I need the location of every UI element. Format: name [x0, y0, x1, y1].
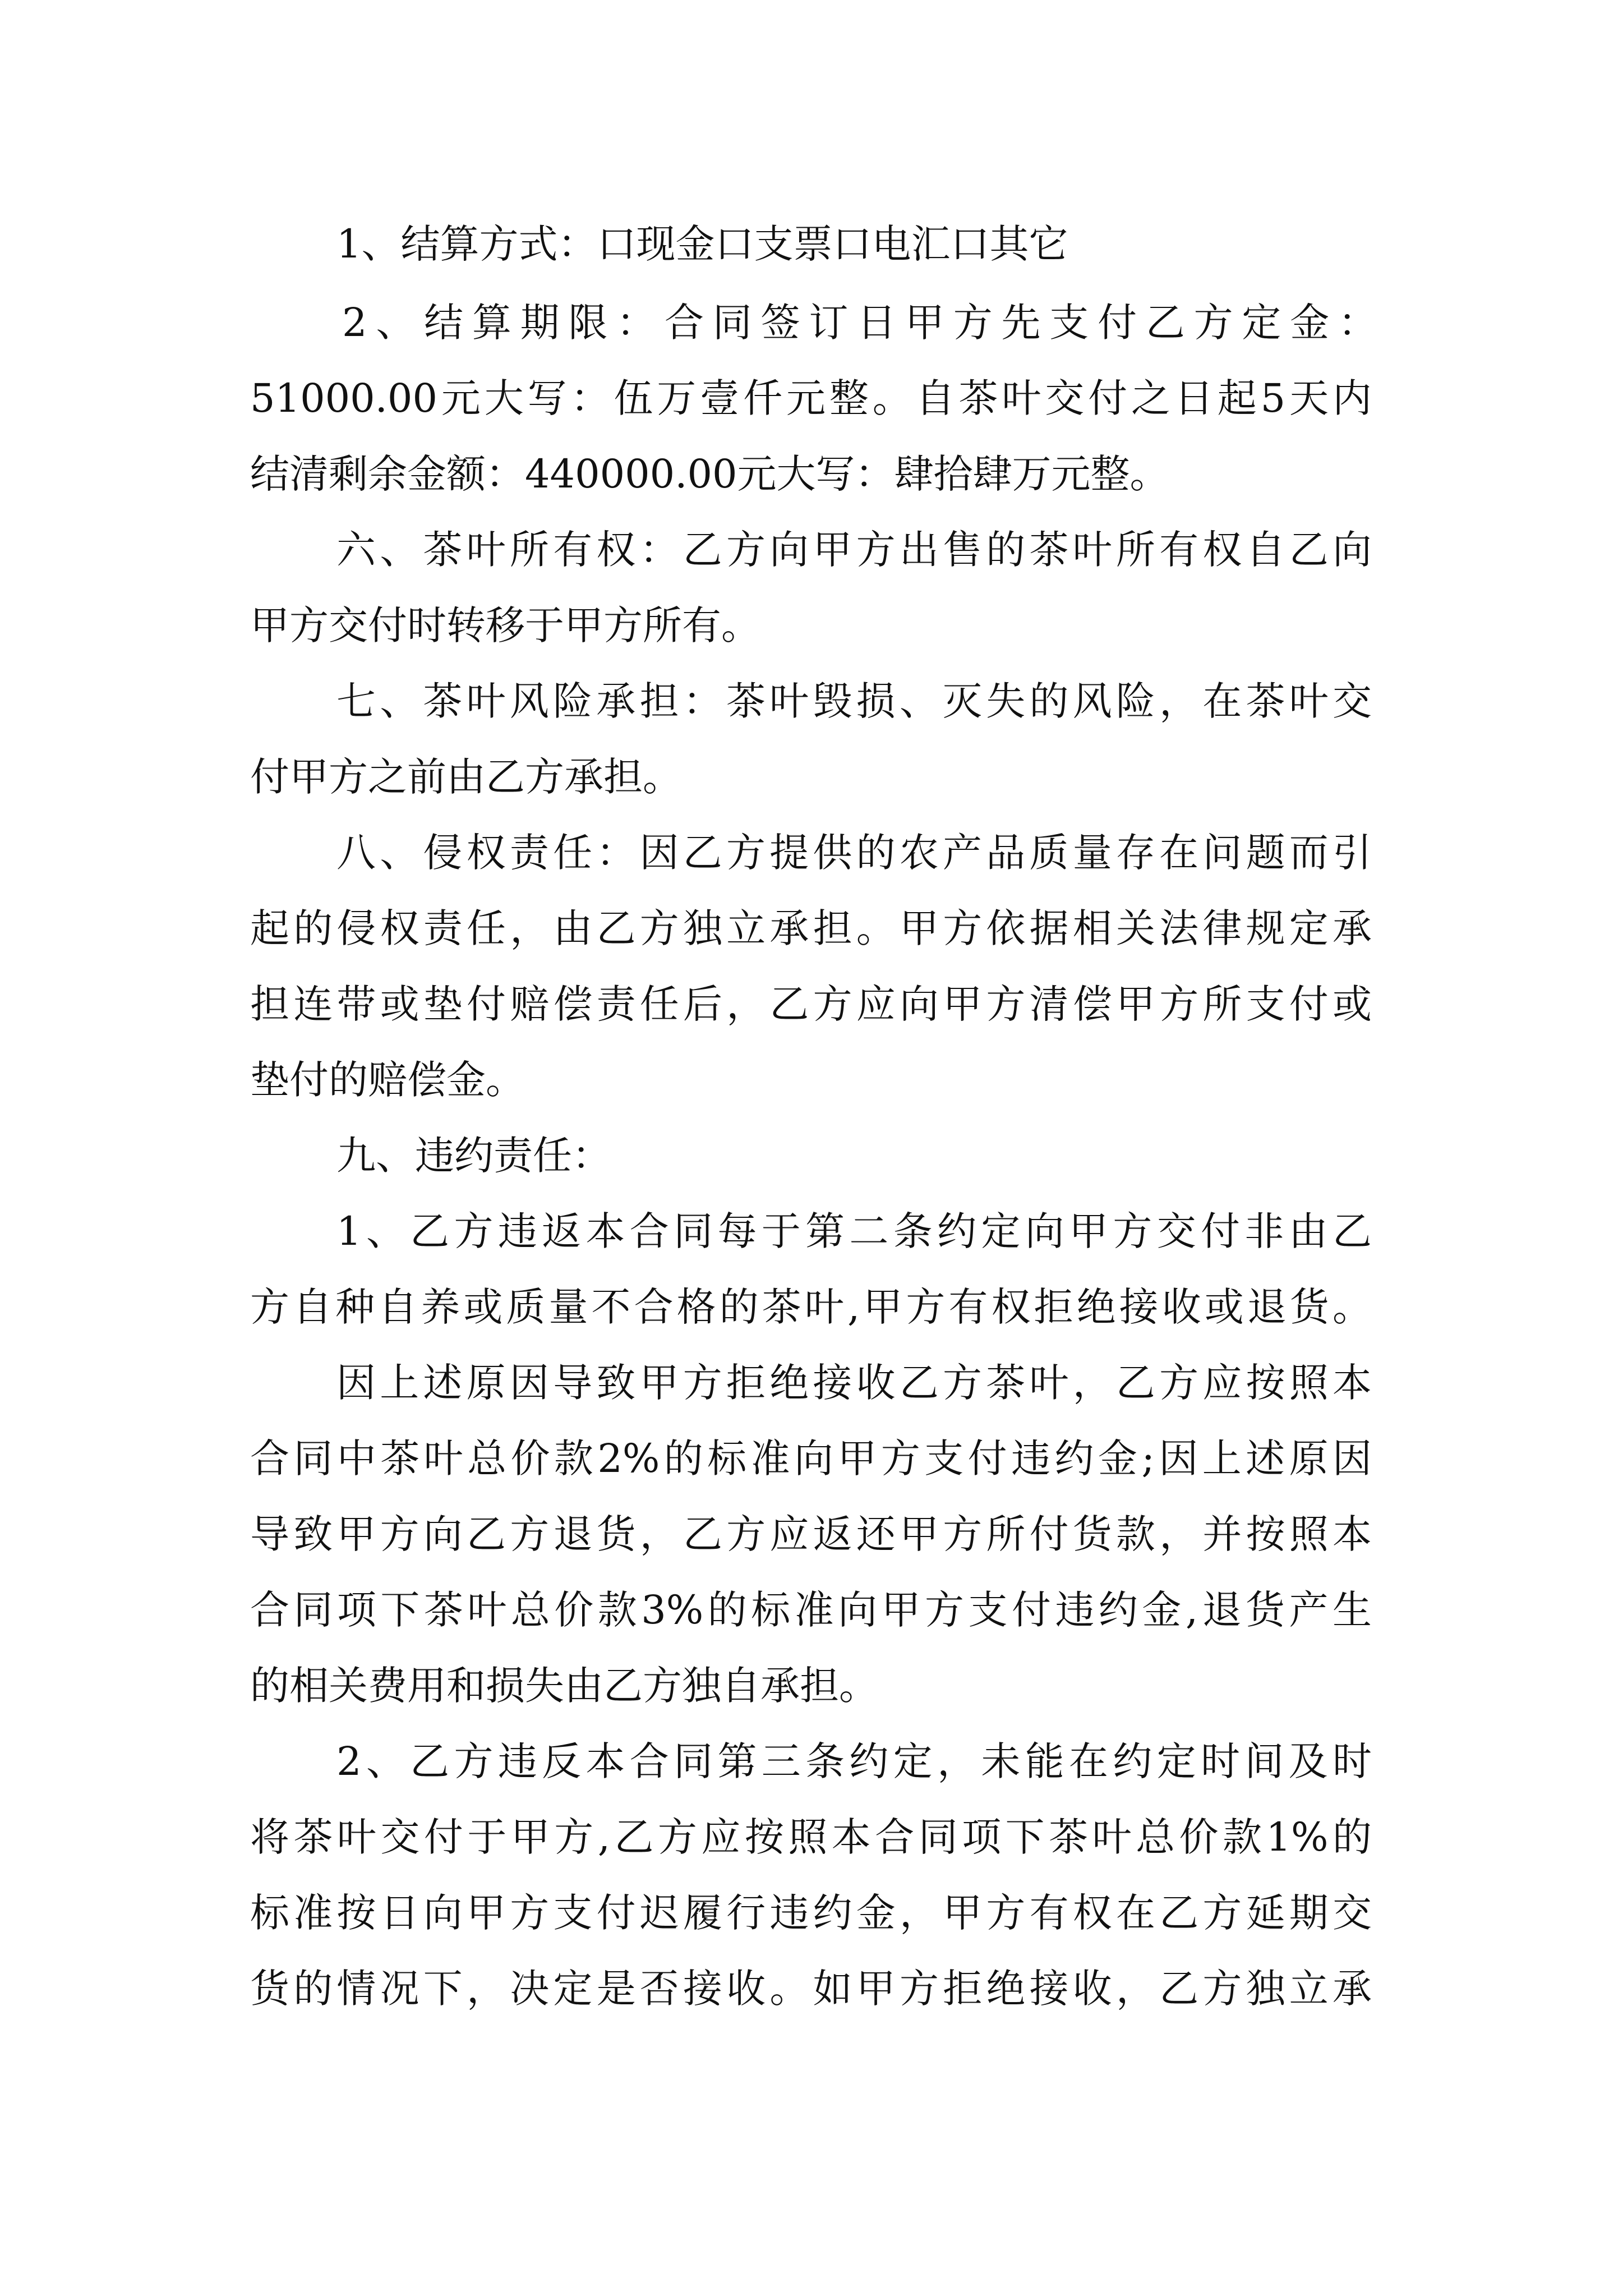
text-line: 2、结算期限：合同签订日甲方先支付乙方定金：: [342, 300, 1377, 346]
text-line: 货的情况下，决定是否接收。如甲方拒绝接收，乙方独立承: [250, 1966, 1372, 2012]
text-line: 七、茶叶风险承担：茶叶毁损、灭失的风险，在茶叶交: [336, 678, 1372, 724]
text-line: 垫付的赔偿金。: [250, 1057, 525, 1103]
text-line: 六、茶叶所有权：乙方向甲方出售的茶叶所有权自乙向: [336, 527, 1372, 573]
text-line: 合同中茶叶总价款2%的标准向甲方支付违约金;因上述原因: [250, 1435, 1372, 1481]
text-line: 八、侵权责任：因乙方提供的农产品质量存在问题而引: [336, 830, 1372, 876]
text-line: 2、乙方违反本合同第三条约定，未能在约定时间及时: [336, 1738, 1372, 1784]
text-line: 九、违约责任：: [336, 1133, 611, 1179]
text-line: 合同项下茶叶总价款3%的标准向甲方支付违约金,退货产生: [250, 1587, 1372, 1633]
text-line: 1、结算方式：口现金口支票口电汇口其它: [336, 221, 1068, 267]
text-line: 51000.00元大写：伍万壹仟元整。自茶叶交付之日起5天内: [250, 375, 1372, 421]
text-line: 导致甲方向乙方退货，乙方应返还甲方所付货款，并按照本: [250, 1511, 1372, 1557]
text-line: 标准按日向甲方支付迟履行违约金，甲方有权在乙方延期交: [250, 1890, 1372, 1936]
text-line: 甲方交付时转移于甲方所有。: [250, 602, 760, 648]
text-line: 将茶叶交付于甲方,乙方应按照本合同项下茶叶总价款1%的: [250, 1814, 1372, 1860]
text-line: 付甲方之前由乙方承担。: [250, 754, 682, 800]
text-line: 1、乙方违返本合同每于第二条约定向甲方交付非由乙: [336, 1208, 1372, 1254]
text-line: 方自种自养或质量不合格的茶叶,甲方有权拒绝接收或退货。: [250, 1284, 1372, 1330]
text-line: 结清剩余金额：440000.00元大写：肆拾肆万元整。: [250, 451, 1169, 497]
text-line: 的相关费用和损失由乙方独自承担。: [250, 1663, 878, 1709]
text-line: 起的侵权责任，由乙方独立承担。甲方依据相关法律规定承: [250, 905, 1372, 951]
text-line: 因上述原因导致甲方拒绝接收乙方茶叶，乙方应按照本: [336, 1360, 1372, 1406]
text-line: 担连带或垫付赔偿责任后，乙方应向甲方清偿甲方所支付或: [250, 981, 1372, 1027]
